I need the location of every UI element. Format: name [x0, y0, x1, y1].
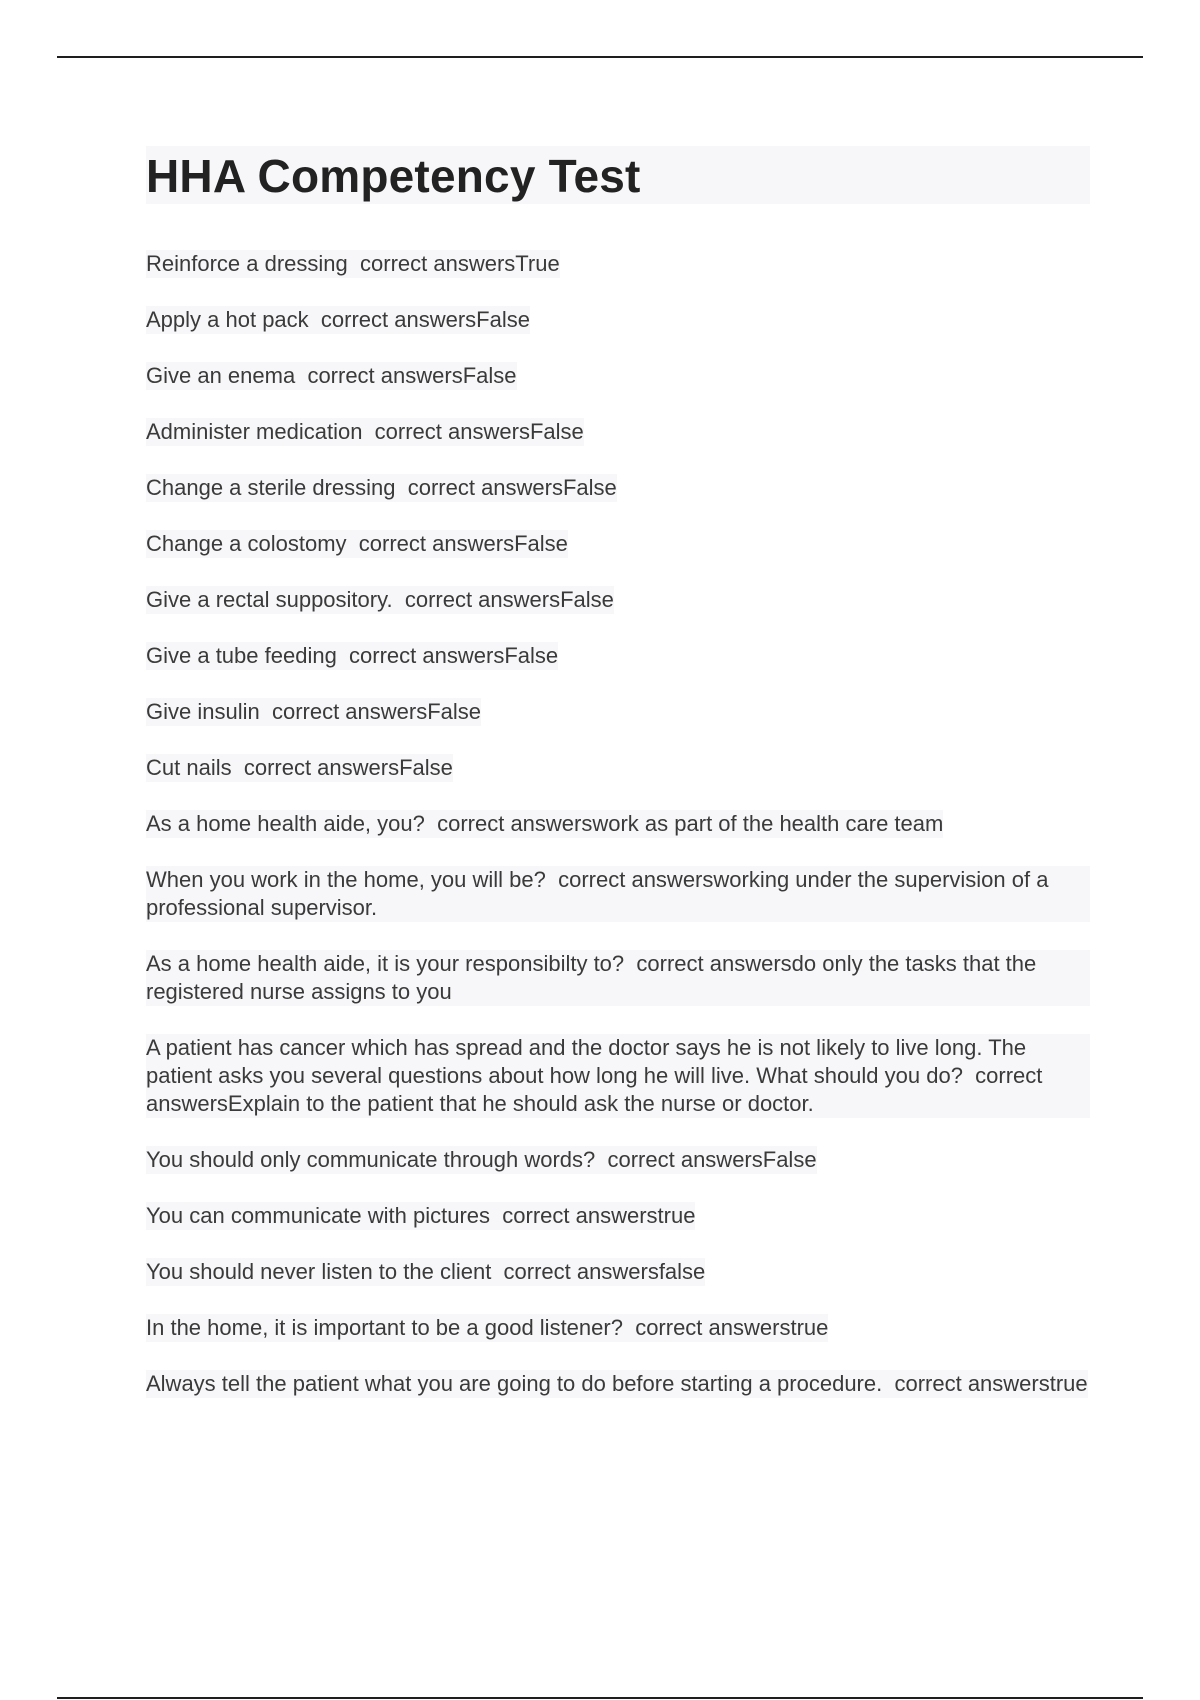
answer-text: correct answerstrue	[894, 1371, 1088, 1396]
answer-text: correct answersfalse	[503, 1259, 706, 1284]
qa-item	[146, 586, 614, 614]
answer-text: correct answersFalse	[320, 307, 530, 332]
qa-list	[146, 250, 1090, 1398]
question-text: Change a colostomy	[146, 531, 347, 556]
qa-item	[146, 866, 1090, 922]
question-text: Administer medication	[146, 419, 363, 444]
answer-text: correct answersworking under the supervision of a professional supervisor.	[146, 867, 1049, 920]
answer-text: correct answerswork as part of the health care team	[437, 811, 944, 836]
qa-item	[146, 1258, 705, 1286]
question-text: Reinforce a dressing	[146, 251, 348, 276]
answer-text: correct answerstrue	[502, 1203, 696, 1228]
answer-text: correct answersFalse	[243, 755, 453, 780]
question-text: In the home, it is important to be a good listener?	[146, 1315, 623, 1340]
answer-text: correct answersFalse	[358, 531, 568, 556]
qa-item	[146, 1034, 1090, 1118]
bottom-rule	[57, 1697, 1143, 1699]
document-title: HHA Competency Test	[146, 146, 1090, 204]
qa-item	[146, 530, 568, 558]
qa-item	[146, 754, 453, 782]
answer-text: correct answersFalse	[349, 643, 559, 668]
answer-text: correct answersFalse	[404, 587, 614, 612]
question-text: You should only communicate through words?	[146, 1147, 596, 1172]
question-text: You can communicate with pictures	[146, 1203, 491, 1228]
answer-text: correct answersdo only the tasks that the registered nurse assigns to you	[146, 951, 1037, 1004]
qa-item	[146, 950, 1090, 1006]
question-text: Give an enema	[146, 363, 296, 388]
question-text: You should never listen to the client	[146, 1259, 492, 1284]
question-text: As a home health aide, it is your responsibilty to?	[146, 951, 625, 976]
answer-text: correct answersExplain to the patient that he should ask the nurse or doctor.	[146, 1063, 1043, 1116]
question-text: Cut nails	[146, 755, 232, 780]
qa-item	[146, 1202, 695, 1230]
qa-item	[146, 418, 584, 446]
question-text: Give a rectal suppository.	[146, 587, 393, 612]
answer-text: correct answersFalse	[374, 419, 584, 444]
document-body	[146, 146, 1090, 1426]
qa-item	[146, 698, 481, 726]
qa-item	[146, 1146, 817, 1174]
qa-item	[146, 362, 517, 390]
qa-item	[146, 1370, 1088, 1398]
top-rule	[57, 56, 1143, 58]
qa-item	[146, 306, 530, 334]
question-text: Give a tube feeding	[146, 643, 337, 668]
question-text: Give insulin	[146, 699, 260, 724]
qa-item	[146, 250, 560, 278]
answer-text: correct answersTrue	[360, 251, 560, 276]
answer-text: correct answersFalse	[407, 475, 617, 500]
question-text: Always tell the patient what you are going to do before starting a procedure.	[146, 1371, 883, 1396]
qa-item	[146, 1314, 828, 1342]
qa-item	[146, 474, 617, 502]
qa-item	[146, 810, 943, 838]
answer-text: correct answersFalse	[307, 363, 517, 388]
question-text: Change a sterile dressing	[146, 475, 396, 500]
question-text: When you work in the home, you will be?	[146, 867, 546, 892]
question-text: Apply a hot pack	[146, 307, 309, 332]
qa-item	[146, 642, 558, 670]
answer-text: correct answerstrue	[635, 1315, 829, 1340]
question-text: As a home health aide, you?	[146, 811, 425, 836]
answer-text: correct answersFalse	[607, 1147, 817, 1172]
question-text: A patient has cancer which has spread and the doctor says he is not likely to live long. The patient asks you several questions about how long he will live. What should you do?	[146, 1035, 1027, 1088]
answer-text: correct answersFalse	[271, 699, 482, 724]
